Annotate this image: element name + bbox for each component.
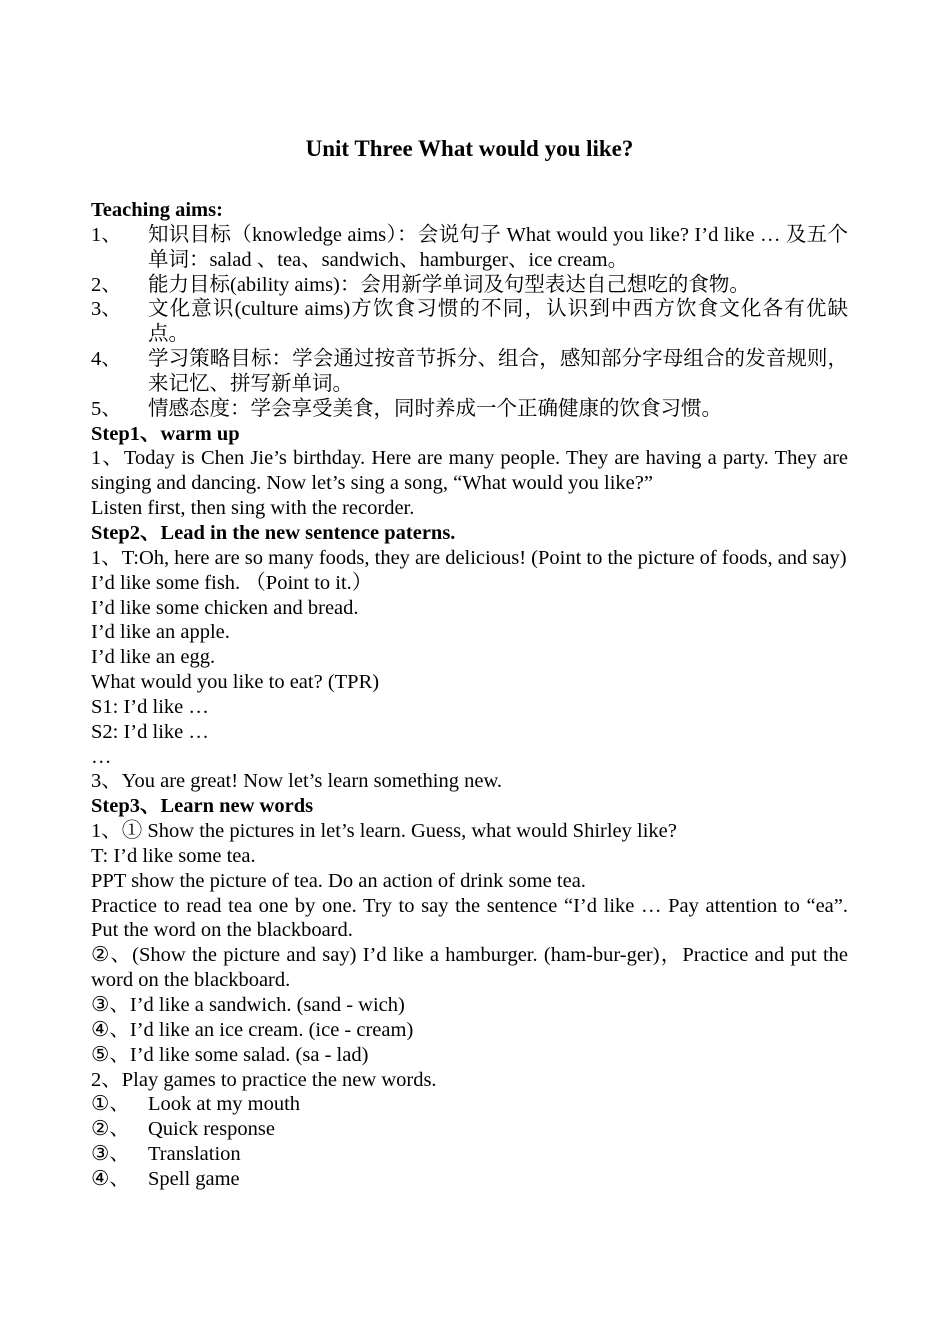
step2-line: I’d like some chicken and bread.: [91, 596, 359, 619]
game-text: Translation: [148, 1143, 241, 1166]
aim-text: 能力目标(ability aims)：会用新学单词及句型表达自己想吃的食物。: [148, 273, 750, 296]
game-text: Quick response: [148, 1118, 275, 1141]
step2-heading: Step2、Lead in the new sentence paterns.: [91, 521, 456, 544]
teaching-aims-heading: Teaching aims:: [91, 199, 223, 221]
aim-number: 4、: [91, 348, 122, 371]
game-item: [91, 1142, 848, 1167]
step2-line: S2: I’d like …: [91, 720, 209, 743]
aim-item: [91, 273, 848, 298]
step3-line: T: I’d like some tea.: [91, 844, 256, 867]
step1-heading: Step1、warm up: [91, 422, 240, 445]
game-text: Look at my mouth: [148, 1093, 301, 1116]
aim-text: 文化意识(culture aims)方饮食习惯的不同，认识到中西方饮食文化各有优缺点。: [148, 298, 848, 346]
step3-paragraph: ②、(Show the picture and say) I’d like a hamburger. (ham-bur-ger)，Practice and put the word on the blackboard.: [91, 944, 848, 992]
step3-paragraph: Practice to read tea one by one. Try to say the sentence “I’d like … Pay attention to “ea”. Put the word on the blackboard.: [91, 894, 848, 942]
aim-item: [91, 223, 848, 273]
game-number: ②、: [91, 1118, 130, 1141]
step2-line: S1: I’d like …: [91, 695, 209, 718]
document-title: Unit Three What would you like?: [305, 136, 634, 161]
step2-paragraph: 1、T:Oh, here are so many foods, they are delicious! (Point to the picture of foods, and say): [91, 546, 847, 569]
aim-text: 情感态度：学会享受美食，同时养成一个正确健康的饮食习惯。: [148, 397, 722, 420]
step3-line: ⑤、I’d like some salad. (sa - lad): [91, 1043, 369, 1066]
step3-line: 1、① Show the pictures in let’s learn. Guess, what would Shirley like?: [91, 820, 677, 843]
step3-line: ④、I’d like an ice cream. (ice - cream): [91, 1018, 414, 1041]
aim-item: [91, 397, 848, 422]
game-text: Spell game: [148, 1167, 240, 1190]
aim-number: 3、: [91, 298, 122, 321]
game-number: ①、: [91, 1093, 130, 1116]
step1-line: Listen first, then sing with the recorder.: [91, 497, 415, 520]
aim-item: [91, 347, 848, 397]
document-body: [91, 198, 848, 1192]
step3-heading: Step3、Learn new words: [91, 795, 314, 818]
step2-line: What would you like to eat? (TPR): [91, 671, 380, 694]
step2-line: …: [91, 745, 112, 768]
step3-line: ③、I’d like a sandwich. (sand - wich): [91, 994, 405, 1016]
game-item: [91, 1117, 848, 1142]
step2-line: I’d like an egg.: [91, 646, 216, 669]
game-item: [91, 1092, 848, 1117]
game-number: ③、: [91, 1143, 130, 1166]
aim-text: 知识目标（knowledge aims）：会说句子 What would you like? I’d like … 及五个单词：salad 、tea、sandwich、hamburger、ice cream。: [148, 223, 848, 271]
aim-item: [91, 297, 848, 347]
aim-number: 2、: [91, 273, 122, 296]
step1-paragraph: 1、Today is Chen Jie’s birthday. Here are many people. They are having a party. They are singing and dancing. Now let’s sing a song, “What would you like?”: [91, 447, 848, 495]
game-item: [91, 1167, 848, 1192]
step2-line: I’d like an apple.: [91, 621, 230, 644]
step3-line: 2、Play games to practice the new words.: [91, 1068, 437, 1091]
aim-number: 5、: [91, 397, 122, 420]
step2-line: I’d like some fish. （Point to it.）: [91, 571, 373, 594]
aim-number: 1、: [91, 223, 122, 246]
step2-line: 3、You are great! Now let’s learn something new.: [91, 770, 503, 793]
step3-line: PPT show the picture of tea. Do an action of drink some tea.: [91, 869, 586, 892]
aim-text: 学习策略目标：学会通过按音节拆分、组合，感知部分字母组合的发音规则，来记忆、拼写新单词。: [148, 348, 848, 395]
game-number: ④、: [91, 1167, 130, 1190]
